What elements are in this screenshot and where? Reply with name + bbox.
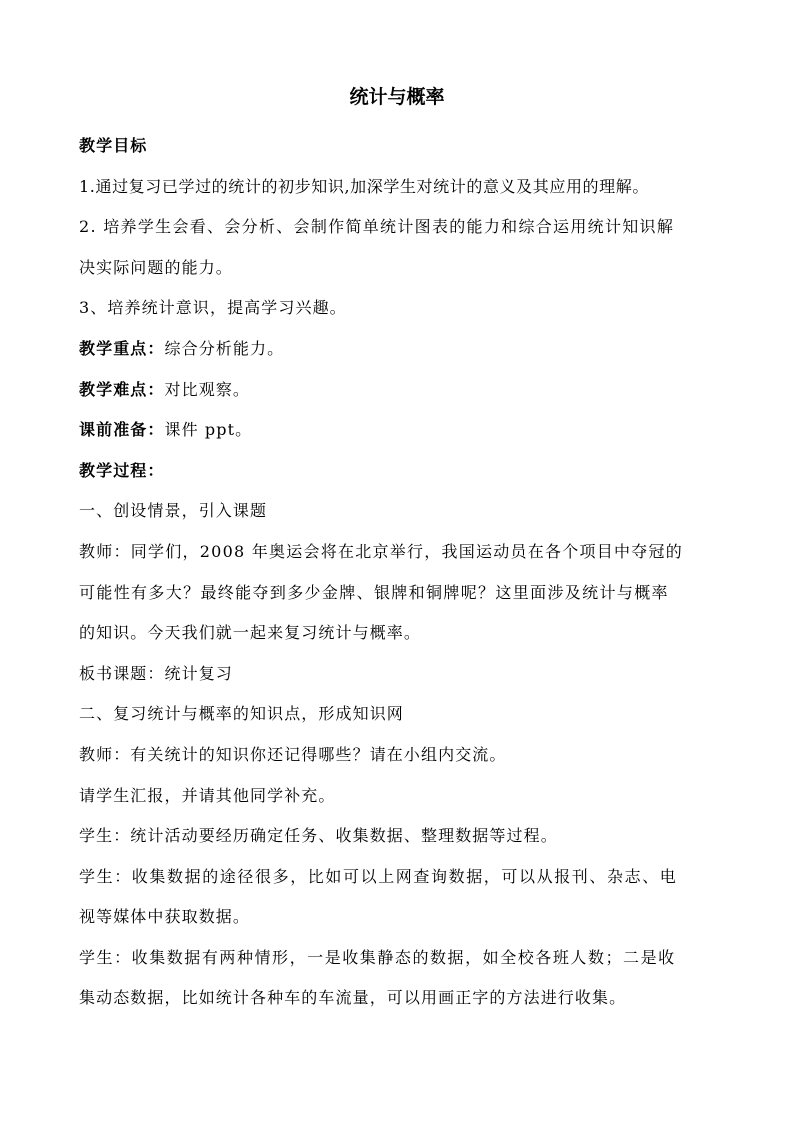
key-point-label: 教学重点： xyxy=(79,338,165,358)
preparation-row xyxy=(79,410,721,451)
preparation-text: 课件 ppt。 xyxy=(164,420,253,440)
difficulty-label: 教学难点： xyxy=(79,379,165,399)
teacher-1-line-1: 教师：同学们，2008 年奥运会将在北京举行，我国运动员在各个项目中夺冠的 xyxy=(79,541,684,561)
objective-2-line-1: 2. 培养学生会看、会分析、会制作简单统计图表的能力和综合运用统计知识解 xyxy=(79,217,675,237)
difficulty-row xyxy=(79,370,721,411)
objective-1: 1.通过复习已学过的统计的初步知识,加深学生对统计的意义及其应用的理解。 xyxy=(79,176,649,196)
student-3-line-1: 学生：收集数据有两种情形，一是收集静态的数据，如全校各班人数；二是收 xyxy=(79,947,676,967)
objective-3: 3、培养统计意识，提高学习兴趣。 xyxy=(79,298,347,318)
preparation-label: 课前准备： xyxy=(79,420,165,440)
student-1: 学生：统计活动要经历确定任务、收集数据、整理数据等过程。 xyxy=(79,826,558,846)
board-topic: 板书课题：统计复习 xyxy=(79,663,233,683)
instruction: 请学生汇报，并请其他同学补充。 xyxy=(79,785,336,805)
section-1-title: 一、创设情景，引入课题 xyxy=(79,501,268,521)
student-2-line-2: 视等媒体中获取数据。 xyxy=(79,907,251,927)
difficulty-text: 对比观察。 xyxy=(164,379,251,399)
objective-2-line-2: 决实际问题的能力。 xyxy=(79,257,233,277)
process-heading: 教学过程： xyxy=(79,460,165,480)
teacher-2: 教师：有关统计的知识你还记得哪些？请在小组内交流。 xyxy=(79,744,507,764)
teacher-1-line-2: 可能性有多大？最终能夺到多少金牌、银牌和铜牌呢？这里面涉及统计与概率 xyxy=(79,582,669,602)
student-3-line-2: 集动态数据，比如统计各种车的车流量，可以用画正字的方法进行收集。 xyxy=(79,988,627,1008)
section-2-title: 二、复习统计与概率的知识点，形成知识网 xyxy=(79,704,404,724)
page-title: 统计与概率 xyxy=(349,86,445,108)
key-point-row xyxy=(79,329,721,370)
teacher-1-line-3: 的知识。今天我们就一起来复习统计与概率。 xyxy=(79,623,422,643)
document-body xyxy=(79,126,721,1019)
key-point-text: 综合分析能力。 xyxy=(164,338,285,358)
student-2-line-1: 学生：收集数据的途径很多，比如可以上网查询数据，可以从报刊、杂志、电 xyxy=(79,866,678,886)
objectives-heading: 教学目标 xyxy=(79,136,148,155)
